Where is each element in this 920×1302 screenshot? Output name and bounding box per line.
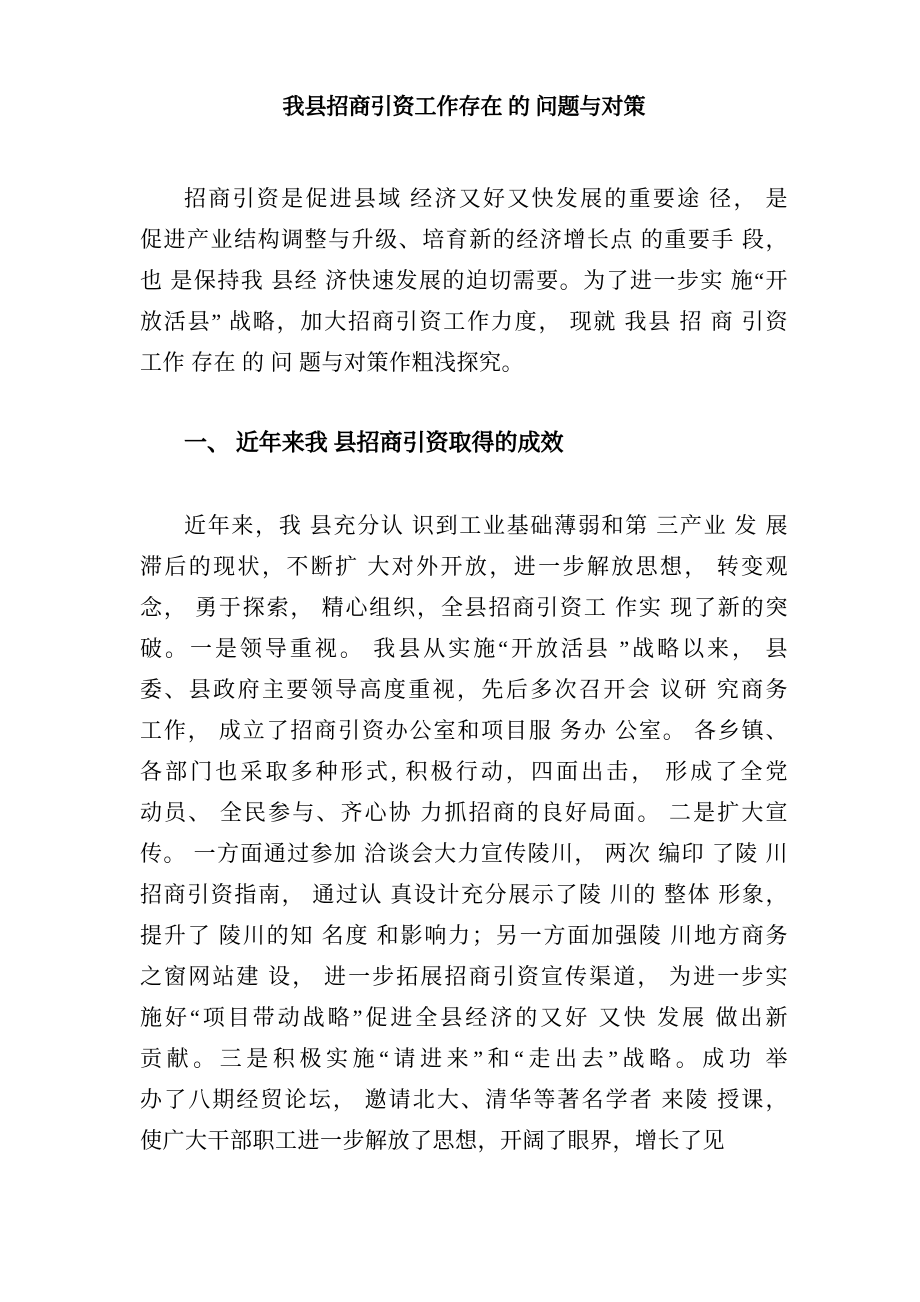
intro-paragraph	[140, 178, 788, 383]
text-line: 传。 一方面通过参加 洽谈会大力宣传陵川， 两次 编印 了陵 川	[140, 841, 788, 866]
text-line: 滞后的现状，不断扩 大对外开放，进一步解放思想， 转变观	[140, 554, 788, 579]
text-line: 念， 勇于探索， 精心组织，全县招商引资工 作实 现了新的突	[140, 595, 788, 620]
text-line: 工作 存在 的 问 题与对策作粗浅探究。	[140, 350, 525, 375]
text-line: 招商引资是促进县域 经济又好又快发展的重要途 径， 是	[184, 186, 788, 211]
text-line: 招商引资指南， 通过认 真设计充分展示了陵 川的 整体 形象，	[140, 882, 788, 907]
text-line: 放活县” 战略，加大招商引资工作力度， 现就 我县 招 商 引资	[140, 309, 788, 334]
text-line: 办了八期经贸论坛， 邀请北大、清华等著名学者 来陵 授课，	[140, 1087, 788, 1112]
section-one-heading: 一、 近年来我 县招商引资取得的成效	[184, 430, 564, 455]
text-line: 也 是保持我 县经 济快速发展的迫切需要。为了进一步实 施“开	[140, 268, 788, 293]
text-line: 动员、 全民参与、齐心协 力抓招商的良好局面。 二是扩大宣	[140, 800, 788, 825]
text-line: 提升了 陵川的知 名度 和影响力；另一方面加强陵 川地方商务	[140, 923, 788, 948]
text-line: 贡献。三是积极实施“请进来”和“走出去”战略。成功 举	[140, 1046, 788, 1071]
text-line: 近年来，我 县充分认 识到工业基础薄弱和第 三产业 发 展	[184, 513, 788, 538]
section-one-paragraph	[140, 505, 788, 1161]
text-line: 施好“项目带动战略”促进全县经济的又好 又快 发展 做出新	[140, 1005, 788, 1030]
text-line: 工作， 成立了招商引资办公室和项目服 务办 公室。 各乡镇、	[140, 718, 788, 743]
text-line: 之窗网站建 设， 进一步拓展招商引资宣传渠道， 为进一步实	[140, 964, 788, 989]
text-line: 使广大干部职工进一步解放了思想，开阔了眼界，增长了见	[140, 1128, 726, 1153]
text-line: 委、县政府主要领导高度重视，先后多次召开会 议研 究商务	[140, 677, 788, 702]
text-line: 各部门也采取多种形式, 积极行动，四面出击， 形成了全党	[140, 759, 788, 784]
document-title: 我县招商引资工作存在 的 问题与对策	[282, 94, 646, 119]
text-line: 破。一是领导重视。 我县从实施“开放活县 ”战略以来， 县	[140, 636, 788, 661]
text-line: 促进产业结构调整与升级、培育新的经济增长点 的重要手 段，	[140, 227, 788, 252]
